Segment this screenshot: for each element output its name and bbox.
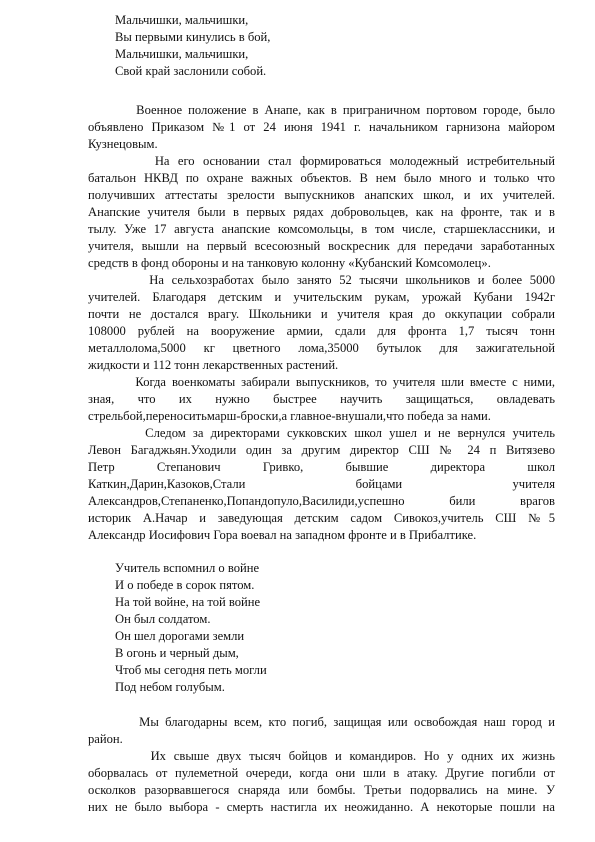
poem-line: Вы первыми кинулись в бой, <box>115 30 271 44</box>
poem-line: В огонь и черный дым, <box>115 646 239 660</box>
text-line: Следом за директорами сукковских школ ушел и не вернулся учитель <box>88 426 555 440</box>
text-line: осколков разорвавшегося снаряда или бомбы. Третьи подорвались на мине. У <box>88 783 555 797</box>
text-line: почти не достался врагу. Школьники и учителя края до оккупации собрали <box>88 307 555 321</box>
paragraph-gratitude <box>88 714 555 748</box>
poem-boys <box>115 12 270 80</box>
text-line: 108000 рублей на вооружение армии, сдали для фронта 1,7 тысяч тонн <box>88 324 555 338</box>
poem-teacher <box>115 560 267 696</box>
text-line: Александров,Степаненко,Попандопуло,Василиди,успешно били врагов <box>88 494 555 508</box>
text-line: Анапские учителя были в первых рядах добровольцев, как на фронте, так и в <box>88 205 555 219</box>
poem-line: Он был солдатом. <box>115 612 211 626</box>
paragraph-teachers-at-war <box>88 425 555 544</box>
text-line: Мы благодарны всем, кто погиб, защищая или освобождая наш город и <box>88 715 555 729</box>
paragraph-farm-work <box>88 272 555 374</box>
poem-line: Свой край заслонили собой. <box>115 64 267 78</box>
text-line: получивших аттестаты зрелости выпускников анапских школ, и их учителей. <box>88 188 555 202</box>
paragraph-destroyer-battalion <box>88 153 555 272</box>
poem-line: Учитель вспомнил о войне <box>115 561 260 575</box>
text-line: батальон НКВД по охране важных объектов. В нем было много и только что <box>88 171 555 185</box>
poem-line: На той войне, на той войне <box>115 595 261 609</box>
poem-line: Он шел дорогами земли <box>115 629 245 643</box>
poem-line: Под небом голубым. <box>115 680 225 694</box>
text-line: тылу. Уже 17 августа анапские комсомольцы, в том числе, старшеклассники, и <box>88 222 555 236</box>
text-line: Их свыше двух тысяч бойцов и командиров. Но у одних их жизнь <box>88 749 555 763</box>
text-line: оборвалась от пулеметной очереди, когда они шли в атаку. Другие погибли от <box>88 766 555 780</box>
text-line: объявлено Приказом №1 от 24 июня 1941 г. начальником гарнизона майором <box>88 120 555 134</box>
poem-line: Мальчишки, мальчишки, <box>115 47 249 61</box>
text-line: Каткин,Дарин,Казоков,Стали бойцами учителя <box>88 477 555 491</box>
text-line: Александр Иосифович Гора воевал на западном фронте и в Прибалтике. <box>88 528 477 542</box>
text-line: Петр Степанович Гривко, бывшие директора школ <box>88 460 555 474</box>
text-line: металлолома,5000 кг цветного лома,35000 бутылок для зажигательной <box>88 341 555 355</box>
text-line: На его основании стал формироваться молодежный истребительный <box>88 154 555 168</box>
text-line: историк А.Начар и заведующая детским садом Сивокоз,учитель СШ №5 <box>88 511 555 525</box>
text-line: район. <box>88 732 123 746</box>
text-line: средств в фонд обороны и на танковую колонну «Кубанский Комсомолец». <box>88 256 491 270</box>
text-line: На сельхозработах было занято 52 тысячи школьников и более 5000 <box>88 273 555 287</box>
text-line: стрельбой,переноситьмарш-броски,а главное-внушали,что победа за нами. <box>88 409 491 423</box>
text-line: учителя, вышли на первый всесоюзный воскресник для передачи заработанных <box>88 239 555 253</box>
text-line: Кузнецовым. <box>88 137 158 151</box>
paragraph-recruitment <box>88 374 555 425</box>
poem-line: Мальчишки, мальчишки, <box>115 13 249 27</box>
text-line: них не было выбора - смерть настигла их неожиданно. А некоторые пошли на <box>88 800 555 814</box>
text-line: жидкости и 112 тонн лекарственных растений. <box>88 358 339 372</box>
poem-line: Чтоб мы сегодня петь могли <box>115 663 267 677</box>
paragraph-fallen <box>88 748 555 816</box>
text-line: зная, что их нужно быстрее научить защищаться, овладевать <box>88 392 555 406</box>
text-line: Левон Багаджьян.Уходили один за другим директор СШ № 24 п Витязево <box>88 443 555 457</box>
paragraph-martial-law <box>88 102 555 153</box>
text-line: Когда военкоматы забирали выпускников, то учителя шли вместе с ними, <box>88 375 555 389</box>
text-line: учителей. Благодаря детским и учительским рукам, урожай Кубани 1942г <box>88 290 555 304</box>
poem-line: И о победе в сорок пятом. <box>115 578 255 592</box>
text-line: Военное положение в Анапе, как в приграничном портовом городе, было <box>88 103 555 117</box>
